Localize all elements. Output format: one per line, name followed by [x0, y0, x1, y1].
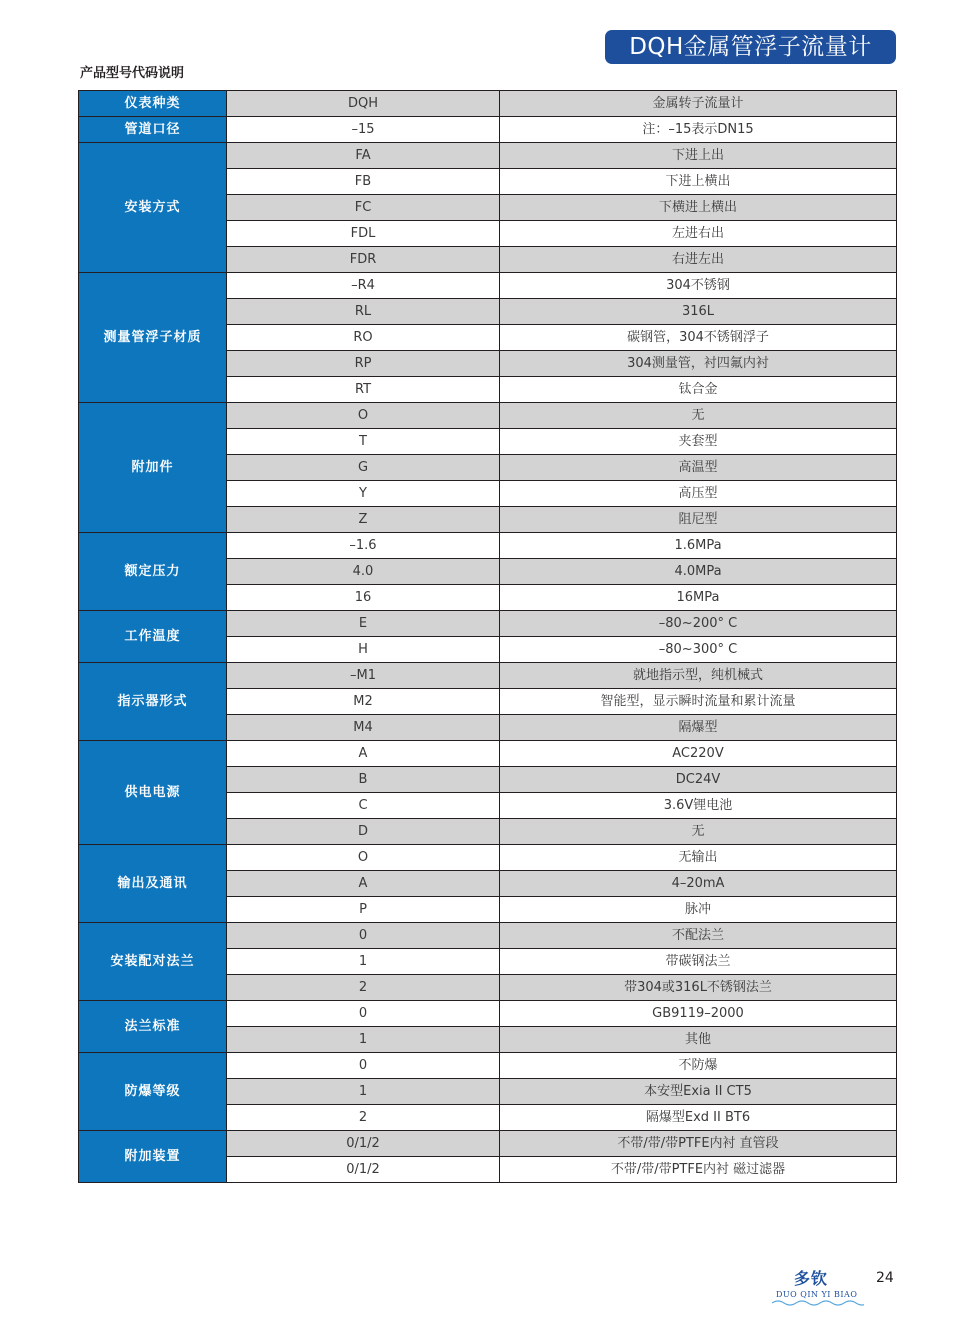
group-label: 仪表种类 — [79, 91, 227, 117]
group-label: 工作温度 — [79, 611, 227, 663]
code-cell: B — [227, 767, 500, 793]
code-cell: D — [227, 819, 500, 845]
code-cell: A — [227, 871, 500, 897]
group-label: 安装配对法兰 — [79, 923, 227, 1001]
description-cell: 无 — [500, 403, 897, 429]
table-row — [79, 533, 897, 559]
description-cell: 不配法兰 — [500, 923, 897, 949]
description-cell: 16MPa — [500, 585, 897, 611]
table-row — [79, 663, 897, 689]
table-row — [79, 143, 897, 169]
code-cell: FDL — [227, 221, 500, 247]
description-cell: 无输出 — [500, 845, 897, 871]
model-code-table — [78, 90, 897, 1183]
code-cell: Z — [227, 507, 500, 533]
description-cell: 阻尼型 — [500, 507, 897, 533]
description-cell: 不防爆 — [500, 1053, 897, 1079]
group-label: 输出及通讯 — [79, 845, 227, 923]
description-cell: 带碳钢法兰 — [500, 949, 897, 975]
description-cell: 碳钢管，304不锈钢浮子 — [500, 325, 897, 351]
code-cell: 0/1/2 — [227, 1131, 500, 1157]
description-cell: 下进上横出 — [500, 169, 897, 195]
description-cell: 脉冲 — [500, 897, 897, 923]
table-row — [79, 923, 897, 949]
group-label: 管道口径 — [79, 117, 227, 143]
group-label: 法兰标准 — [79, 1001, 227, 1053]
description-cell: 高压型 — [500, 481, 897, 507]
code-cell: RL — [227, 299, 500, 325]
code-cell: T — [227, 429, 500, 455]
table-row — [79, 273, 897, 299]
description-cell: 不带/带/带PTFE内衬 磁过滤器 — [500, 1157, 897, 1183]
code-cell: 1 — [227, 1027, 500, 1053]
code-cell: FDR — [227, 247, 500, 273]
code-cell: 0 — [227, 923, 500, 949]
code-cell: FA — [227, 143, 500, 169]
group-label: 附加装置 — [79, 1131, 227, 1183]
group-label: 防爆等级 — [79, 1053, 227, 1131]
group-label: 测量管浮子材质 — [79, 273, 227, 403]
code-cell: O — [227, 845, 500, 871]
table-row — [79, 741, 897, 767]
code-cell: H — [227, 637, 500, 663]
description-cell: 就地指示型，纯机械式 — [500, 663, 897, 689]
table-row — [79, 1131, 897, 1157]
code-cell: FC — [227, 195, 500, 221]
description-cell: GB9119–2000 — [500, 1001, 897, 1027]
code-cell: A — [227, 741, 500, 767]
code-cell: M2 — [227, 689, 500, 715]
group-label: 安装方式 — [79, 143, 227, 273]
page-number: 24 — [876, 1270, 894, 1286]
description-cell: 本安型Exia II CT5 — [500, 1079, 897, 1105]
description-cell: 其他 — [500, 1027, 897, 1053]
code-cell: G — [227, 455, 500, 481]
table-row — [79, 845, 897, 871]
description-cell: 316L — [500, 299, 897, 325]
code-cell: –15 — [227, 117, 500, 143]
table-row — [79, 1001, 897, 1027]
brand-logo — [772, 1266, 870, 1308]
code-cell: Y — [227, 481, 500, 507]
description-cell: 304测量管，衬四氟内衬 — [500, 351, 897, 377]
description-cell: 金属转子流量计 — [500, 91, 897, 117]
code-cell: DQH — [227, 91, 500, 117]
description-cell: 3.6V锂电池 — [500, 793, 897, 819]
code-cell: 0/1/2 — [227, 1157, 500, 1183]
section-subtitle: 产品型号代码说明 — [80, 66, 185, 81]
description-cell: –80~300° C — [500, 637, 897, 663]
code-cell: C — [227, 793, 500, 819]
description-cell: 钛合金 — [500, 377, 897, 403]
code-cell: FB — [227, 169, 500, 195]
code-cell: E — [227, 611, 500, 637]
description-cell: 4.0MPa — [500, 559, 897, 585]
description-cell: 左进右出 — [500, 221, 897, 247]
table-row — [79, 611, 897, 637]
table-row — [79, 117, 897, 143]
table-row — [79, 403, 897, 429]
logo-mark: 多钦 — [794, 1269, 829, 1288]
logo-wave-icon — [772, 1299, 864, 1307]
code-cell: RO — [227, 325, 500, 351]
code-cell: 2 — [227, 975, 500, 1001]
code-cell: O — [227, 403, 500, 429]
description-cell: 智能型，显示瞬时流量和累计流量 — [500, 689, 897, 715]
description-cell: 注：–15表示DN15 — [500, 117, 897, 143]
description-cell: 高温型 — [500, 455, 897, 481]
description-cell: DC24V — [500, 767, 897, 793]
code-cell: 2 — [227, 1105, 500, 1131]
description-cell: 夹套型 — [500, 429, 897, 455]
code-cell: 0 — [227, 1001, 500, 1027]
code-cell: 1 — [227, 1079, 500, 1105]
description-cell: 隔爆型 — [500, 715, 897, 741]
description-cell: 隔爆型Exd II BT6 — [500, 1105, 897, 1131]
code-cell: RP — [227, 351, 500, 377]
code-cell: –R4 — [227, 273, 500, 299]
description-cell: 带304或316L不锈钢法兰 — [500, 975, 897, 1001]
code-cell: 1 — [227, 949, 500, 975]
code-cell: 16 — [227, 585, 500, 611]
group-label: 额定压力 — [79, 533, 227, 611]
code-cell: M4 — [227, 715, 500, 741]
code-cell: –M1 — [227, 663, 500, 689]
table-row — [79, 1053, 897, 1079]
code-cell: RT — [227, 377, 500, 403]
description-cell: 4–20mA — [500, 871, 897, 897]
group-label: 供电电源 — [79, 741, 227, 845]
logo-text: DUO QIN YI BIAO — [776, 1290, 858, 1299]
code-cell: –1.6 — [227, 533, 500, 559]
code-cell: 4.0 — [227, 559, 500, 585]
page-title: DQH金属管浮子流量计 — [605, 30, 896, 64]
table-row — [79, 91, 897, 117]
description-cell: 不带/带/带PTFE内衬 直管段 — [500, 1131, 897, 1157]
description-cell: 无 — [500, 819, 897, 845]
description-cell: 下进上出 — [500, 143, 897, 169]
description-cell: AC220V — [500, 741, 897, 767]
code-cell: 0 — [227, 1053, 500, 1079]
description-cell: 304不锈钢 — [500, 273, 897, 299]
description-cell: 1.6MPa — [500, 533, 897, 559]
code-cell: P — [227, 897, 500, 923]
description-cell: –80~200° C — [500, 611, 897, 637]
description-cell: 右进左出 — [500, 247, 897, 273]
description-cell: 下横进上横出 — [500, 195, 897, 221]
model-code-table-body — [79, 91, 897, 1183]
group-label: 附加件 — [79, 403, 227, 533]
group-label: 指示器形式 — [79, 663, 227, 741]
